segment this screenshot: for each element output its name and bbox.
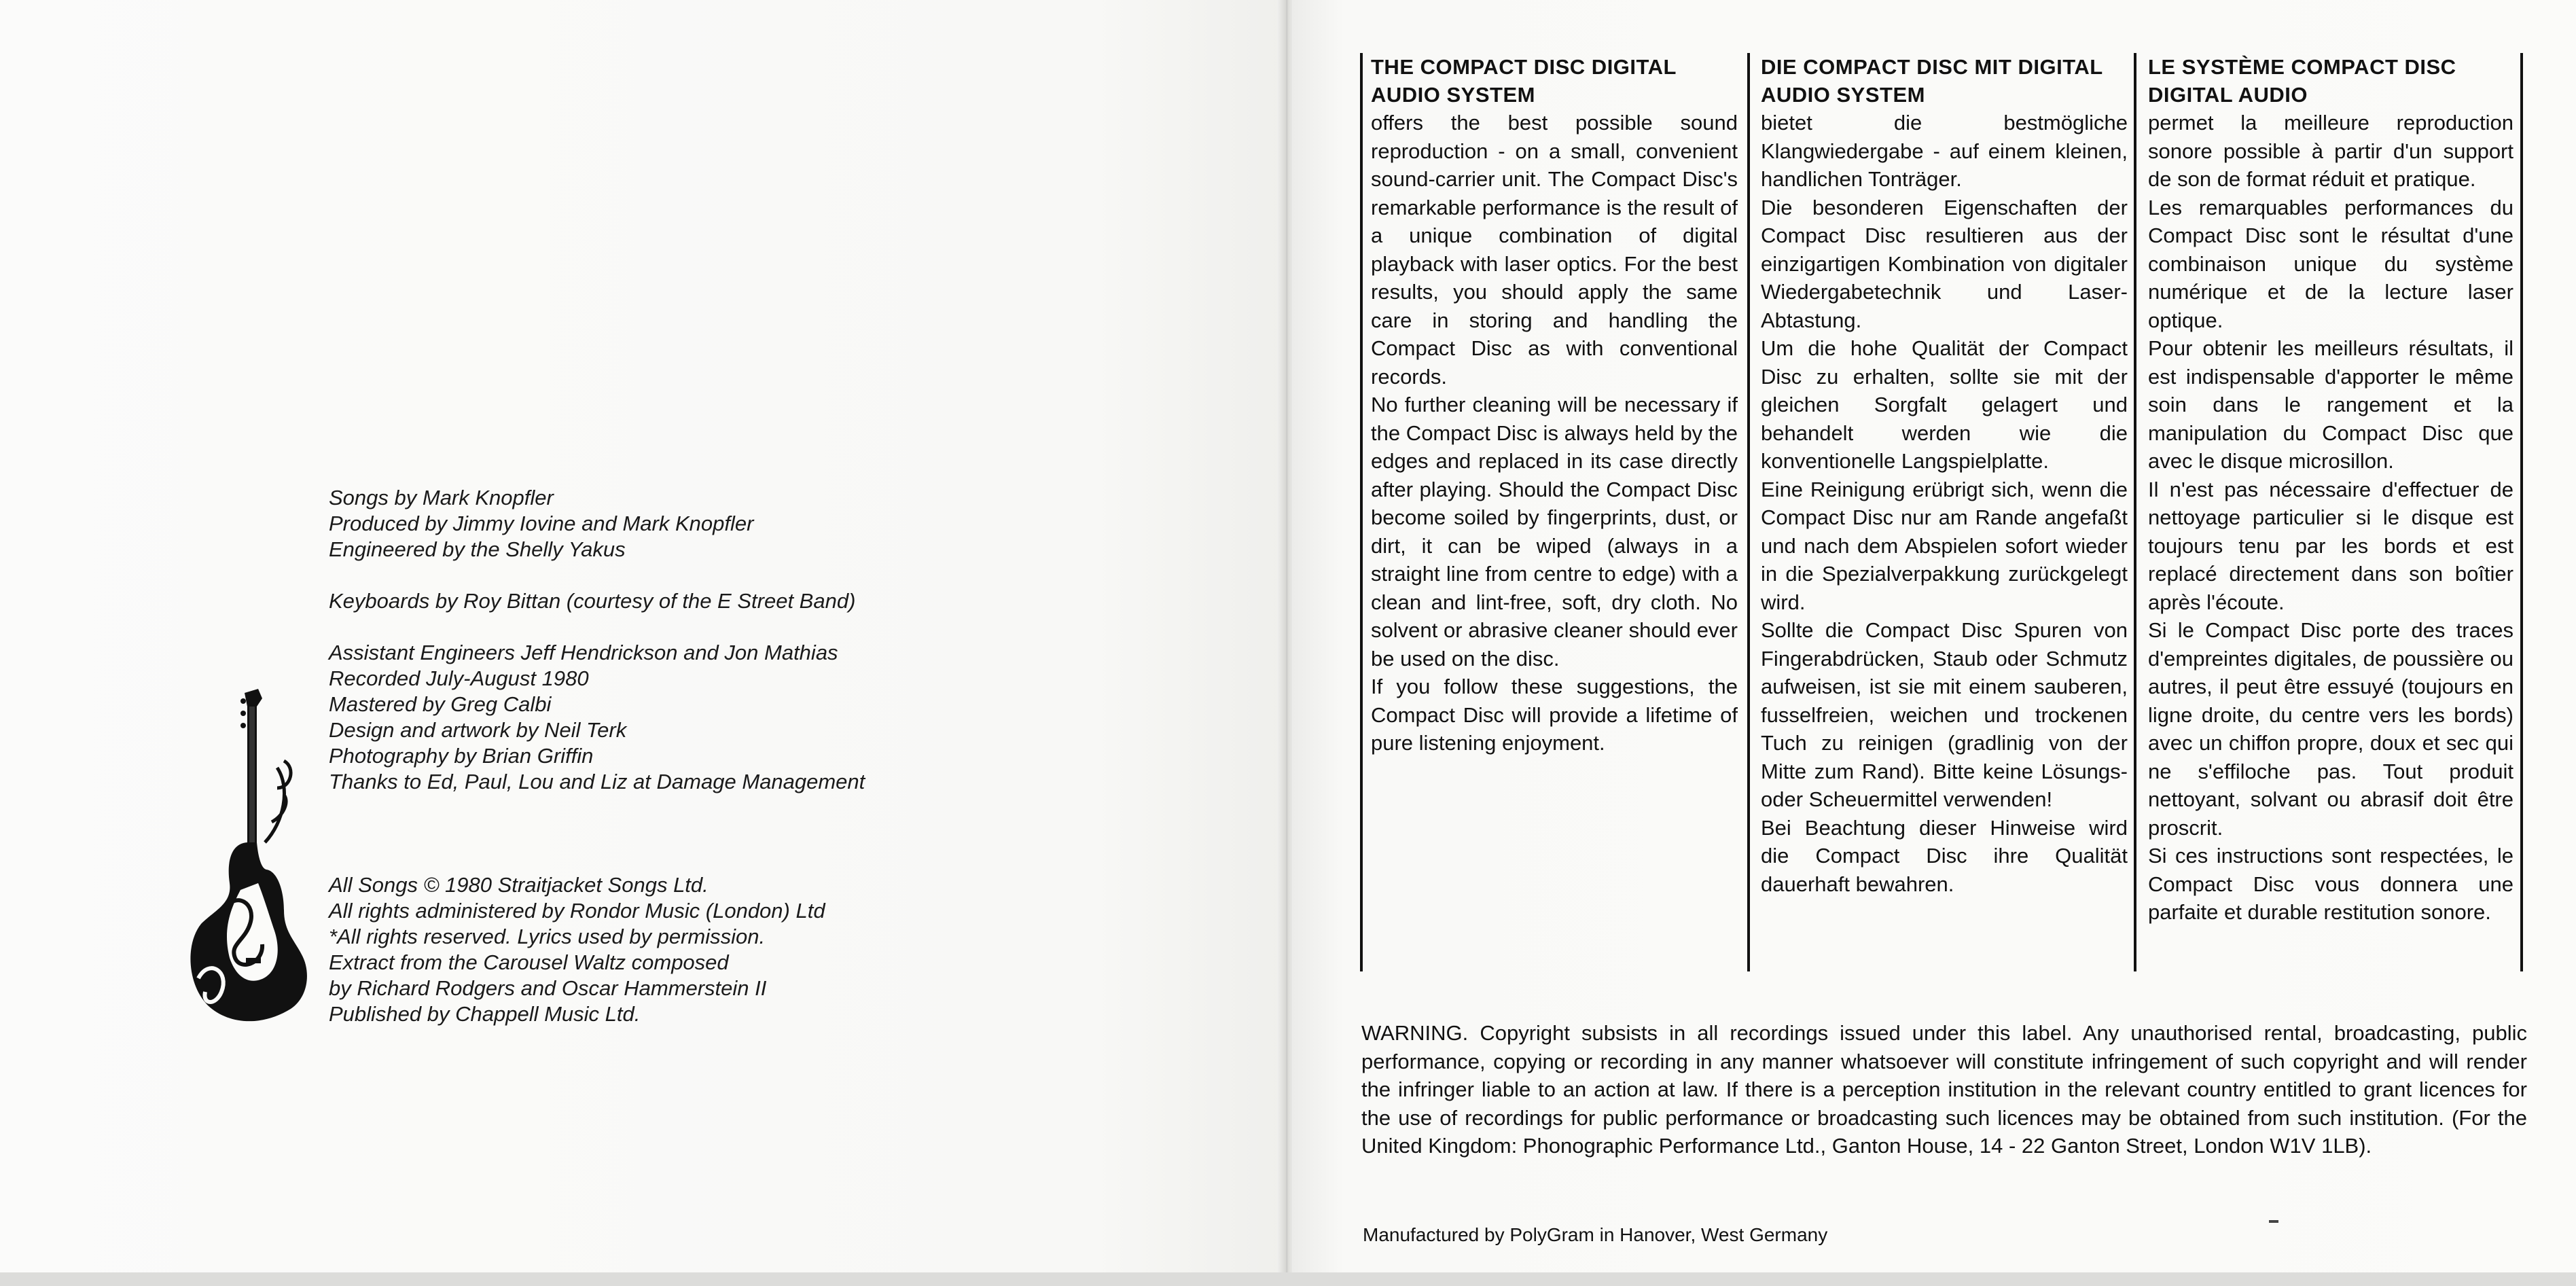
paragraph: Les remarquables performances du Compact Disc sont le résultat d'une combinaison unique du système numérique et de la lecture laser optique. <box>2148 195 2514 332</box>
credit-spacer <box>329 846 1090 872</box>
credit-line: Assistant Engineers Jeff Hendrickson and Jon Mathias <box>329 641 838 664</box>
paragraph: No further cleaning will be necessary if the Compact Disc is always held by the edges and replaced in its case directly after playing. Should the Compact Disc become soiled by fingerprints, dust, or dirt, it can be wiped (always in a straight line from centre to edge) with a clean and lint-free, soft, dry cloth. No solvent or abrasive cleaner should ever be used on the disc. <box>1371 393 1738 671</box>
guitar-logo-icon <box>182 686 318 1039</box>
column-heading: DIE COMPACT DISC MIT DIGITAL AUDIO SYSTEM <box>1761 55 2103 107</box>
column-english <box>1371 53 1738 971</box>
column-rule <box>1747 53 1750 971</box>
copyright-line: All Songs © 1980 Straitjacket Songs Ltd. <box>329 873 709 897</box>
column-rule <box>2520 53 2523 971</box>
credit-line: Thanks to Ed, Paul, Lou and Liz at Damage Management <box>329 770 865 793</box>
credit-line: Design and artwork by Neil Terk <box>329 718 627 742</box>
paragraph: Sollte die Compact Disc Spuren von Fingerabdrücken, Staub oder Schmutz aufweisen, ist sie mit einem sauberen, fusselfreien, weichen und trockenen Tuch zu reinigen (gradlinig von der Mitte zum Rand). Bitte keine Lösungs- oder Scheuermittel verwenden! <box>1761 618 2128 811</box>
paragraph: Il n'est pas nécessaire d'effectuer de nettoyage particulier si le disque est toujours tenu par les bords et est replacé directement dans son boîtier après l'écoute. <box>2148 477 2514 614</box>
copyright-line: *All rights reserved. Lyrics used by permission. <box>329 925 766 948</box>
paragraph: Pour obtenir les meilleurs résultats, il est indispensable d'apporter le même soin dans le rangement et la manipulation du Compact Disc que avec le disque microsillon. <box>2148 336 2514 473</box>
column-french <box>2148 53 2514 971</box>
care-instructions <box>1360 53 2523 971</box>
credit-spacer <box>329 795 1090 821</box>
paragraph: offers the best possible sound reproduction - on a small, convenient sound-carrier unit. The Compact Disc's remarkable performance is the result of a unique combination of digital playback with laser optics. For the best results, you should apply the same care in storing and handling the Compact Disc as with conventional records. <box>1371 111 1738 389</box>
credit-line: Mastered by Greg Calbi <box>329 692 552 716</box>
paragraph: Um die hohe Qualität der Compact Disc zu erhalten, sollte sie mit der gleichen Sorgfalt gelagert und behandelt werden wie die konventionelle Langspielplatte. <box>1761 336 2128 473</box>
copyright-line: All rights administered by Rondor Music (London) Ltd <box>329 899 825 923</box>
credit-spacer <box>329 614 1090 640</box>
left-page <box>0 0 1284 1272</box>
credit-line: Keyboards by Roy Bittan (courtesy of the E Street Band) <box>329 589 856 613</box>
credit-line: Photography by Brian Griffin <box>329 744 594 768</box>
paragraph: Si le Compact Disc porte des traces d'empreintes digitales, de poussière ou autres, il peut être essuyé (toujours en ligne droite, du centre vers les bords) avec un chiffon propre, doux et sec qui ne s'effiloche pas. Tout produit nettoyant, solvant ou abrasif doit être proscrit. <box>2148 618 2514 840</box>
column-heading: THE COMPACT DISC DIGITAL AUDIO SYSTEM <box>1371 55 1677 107</box>
copyright-line: by Richard Rodgers and Oscar Hammerstein II <box>329 976 767 1000</box>
column-german <box>1761 53 2128 971</box>
credit-spacer <box>329 562 1090 588</box>
credit-spacer <box>329 821 1090 846</box>
paragraph: If you follow these suggestions, the Compact Disc will provide a lifetime of pure listening enjoyment. <box>1371 675 1738 755</box>
manufacturer-note: Manufactured by PolyGram in Hanover, West Germany <box>1363 1224 1828 1245</box>
paragraph: Die besonderen Eigenschaften der Compact Disc resultieren aus der einzigartigen Kombination von digitaler Wiedergabetechnik und Laser-Abtastung. <box>1761 195 2128 332</box>
copyright-line: Published by Chappell Music Ltd. <box>329 1002 641 1026</box>
credits-block <box>329 485 1090 1027</box>
column-rule <box>2134 53 2136 971</box>
credit-line: Recorded July-August 1980 <box>329 666 589 690</box>
paragraph: Bei Beachtung dieser Hinweise wird die Compact Disc ihre Qualität dauerhaft bewahren. <box>1761 815 2128 896</box>
column-rule <box>1360 53 1363 971</box>
column-heading: LE SYSTÈME COMPACT DISC DIGITAL AUDIO <box>2148 55 2456 107</box>
paragraph: permet la meilleure reproduction sonore possible à partir d'un support de son de format réduit et pratique. <box>2148 111 2514 191</box>
paragraph: Si ces instructions sont respectées, le Compact Disc vous donnera une parfaite et durable restitution sonore. <box>2148 844 2514 924</box>
credit-line: Songs by Mark Knopfler <box>329 486 554 510</box>
print-mark <box>2269 1220 2278 1223</box>
credit-line: Produced by Jimmy Iovine and Mark Knopfler <box>329 512 754 535</box>
paragraph: bietet die bestmögliche Klangwiedergabe - auf einem kleinen, handlichen Tonträger. <box>1761 111 2128 191</box>
copyright-line: Extract from the Carousel Waltz composed <box>329 950 729 974</box>
credit-line: Engineered by the Shelly Yakus <box>329 537 626 561</box>
copyright-warning: WARNING. Copyright subsists in all recordings issued under this label. Any unauthorised rental, broadcasting, public performance, copying or recording in any manner whatsoever will constitute infringement of such copyright and will render the infringer liable to an action at law. If there is a perception institution in the relevant country entitled to grant licences for the use of recordings for public performance or broadcasting such licences may be obtained from such institution. (For the United Kingdom: Phonographic Performance Ltd., Ganton House, 14 - 22 Ganton Street, London W1V 1LB). <box>1361 1021 2527 1158</box>
paragraph: Eine Reinigung erübrigt sich, wenn die Compact Disc nur am Rande angefaßt und nach dem Abspielen sofort wieder in die Spezialverpakkung zurückgelegt wird. <box>1761 477 2128 614</box>
scan-bottom-edge <box>0 1272 2576 1286</box>
